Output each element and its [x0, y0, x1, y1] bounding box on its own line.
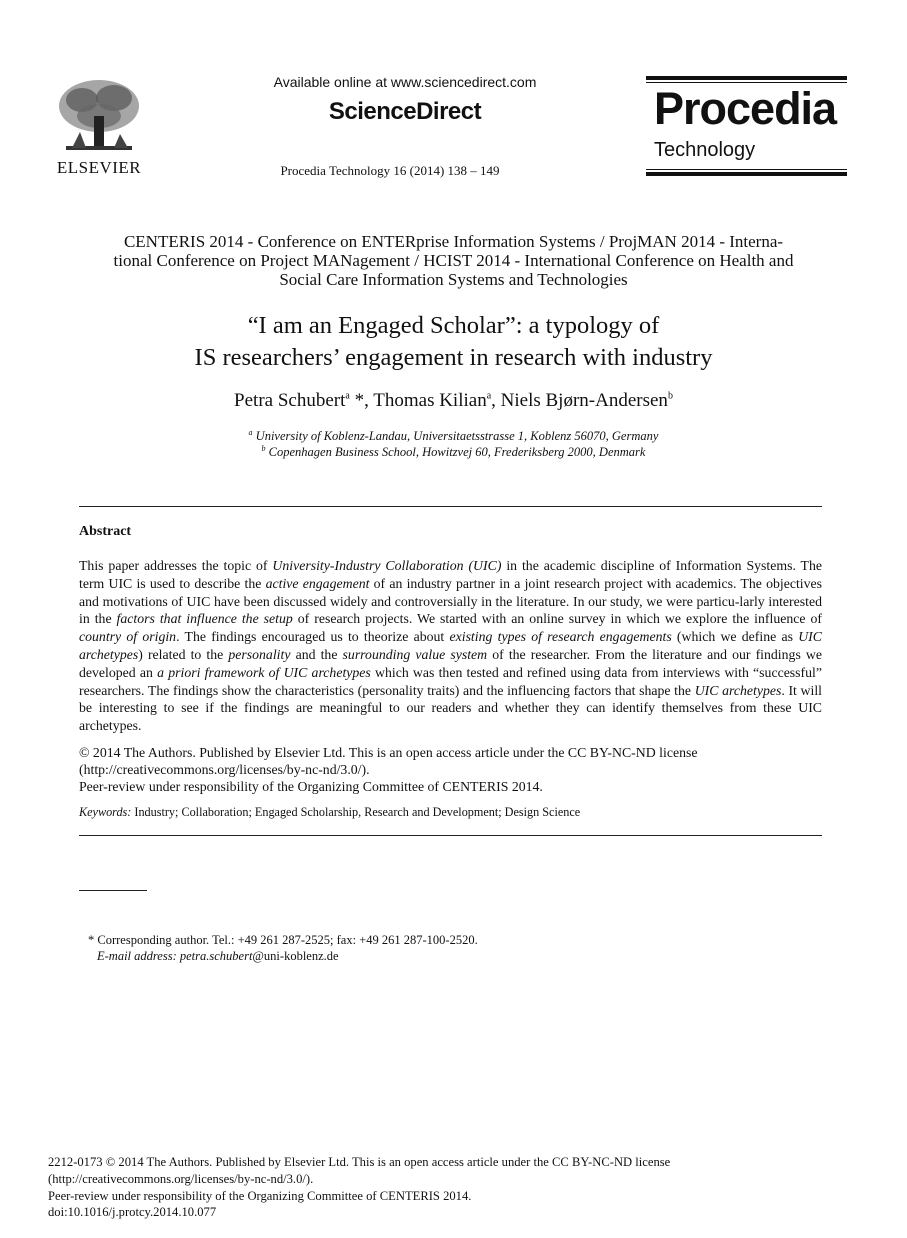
author-affiliation-mark: a [345, 390, 350, 402]
conference-line-3: Social Care Information Systems and Technologies [279, 270, 628, 289]
affiliation-b [90, 444, 817, 460]
abstract-emphasis: country of origin [79, 629, 177, 645]
abstract-text: . It will be interesting to see if the findings are meaningful to our readers and whether they can identify themselves from these UIC archetypes. [79, 682, 822, 734]
keywords-label: Keywords: [79, 805, 132, 819]
abstract-emphasis: active engagement [265, 575, 370, 591]
contact-line: * Corresponding author. Tel.: +49 261 287-2525; fax: +49 261 287-100-2520. [88, 933, 478, 947]
logo-bottom-thin-rule [646, 169, 847, 170]
abstract-text: ) related to the [138, 646, 229, 662]
author-separator: , [491, 390, 501, 411]
abstract-text: of an industry partner in a joint research project with academics. The objectives and motivations of UIC have been discussed widely and controversially in the literature. In our study, we were particu-larly interested in the [79, 575, 823, 627]
footnote-rule [79, 890, 147, 891]
abstract-emphasis: University-Industry Collaboration (UIC) [272, 558, 502, 573]
abstract-body [79, 557, 822, 735]
abstract-emphasis: UIC archetypes [79, 629, 822, 662]
author-affiliation-mark: a [486, 390, 492, 402]
email-domain[interactable]: @uni-koblenz.de [252, 949, 339, 963]
abstract-text: of research projects. We started with an online survey in which we explore the influence of [292, 611, 822, 627]
title-line-1: “I am an Engaged Scholar”: a typology of [247, 312, 660, 339]
affiliation-mark: b [261, 444, 266, 453]
abstract-emphasis: a priori framework of UIC archetypes [157, 664, 371, 680]
affiliation-a [90, 428, 817, 444]
abstract-emphasis: factors that influence the setup [116, 611, 293, 627]
logo-bottom-rule [646, 172, 847, 176]
journal-reference: Procedia Technology 16 (2014) 138 – 149 [280, 163, 500, 178]
abstract-text: (which we define as [671, 629, 799, 645]
affiliation-text: University of Koblenz-Landau, Universitaetsstrasse 1, Koblenz 56070, Germany [252, 429, 659, 444]
author-name: Petra Schubert [234, 390, 346, 411]
keywords-text: Industry; Collaboration; Engaged Scholarship, Research and Development; Design Science [131, 805, 581, 819]
keywords [79, 805, 822, 820]
conference-name [70, 232, 837, 289]
affiliation-mark: a [248, 428, 253, 437]
author-list [90, 390, 817, 412]
peer-review-line: Peer-review under responsibility of the Organizing Committee of CENTERIS 2014. [79, 779, 543, 794]
technology-word: Technology [654, 139, 756, 161]
abstract-text: which was then tested and refined using data from interviews with “successful” researchers. The findings show the characteristics (personality traits) and the influencing factors that shape the [79, 664, 822, 698]
abstract-bottom-rule [79, 835, 822, 836]
author-name: Niels Bjørn-Andersen [500, 390, 668, 411]
abstract-text: and the [290, 646, 343, 662]
paper-title [90, 310, 817, 374]
corresponding-author-footnote [88, 932, 478, 964]
email-label: E-mail address: petra.schubert [97, 949, 253, 963]
doi-link[interactable]: doi:10.1016/j.protcy.2014.10.077 [48, 1205, 217, 1220]
sciencedirect-logo-text: ScienceDirect [328, 98, 482, 125]
publisher-name: ELSEVIER [56, 158, 142, 177]
abstract-text: . The findings encouraged us to theorize about [176, 629, 450, 645]
footer-license-link[interactable]: (http://creativecommons.org/licenses/by-nc-nd/3.0/). [48, 1171, 314, 1186]
email-line [88, 948, 478, 964]
abstract-emphasis: personality [228, 646, 291, 662]
abstract-emphasis: existing types of research engagements [449, 629, 672, 645]
copyright-notice [79, 744, 822, 795]
abstract-heading: Abstract [79, 524, 132, 539]
conference-line-2: tional Conference on Project MANagement / HCIST 2014 - International Conference on Health and [113, 251, 794, 270]
abstract-emphasis: UIC archetypes [694, 682, 782, 698]
author-separator: *, [349, 390, 374, 411]
abstract-text: in the academic discipline of Information Systems. The term UIC is used to describe the [79, 558, 823, 591]
license-link[interactable]: (http://creativecommons.org/licenses/by-nc-nd/3.0/). [79, 762, 370, 777]
author-name: Thomas Kilian [373, 390, 487, 411]
affiliation-text: Copenhagen Business School, Howitzvej 60, Frederiksberg 2000, Denmark [265, 445, 646, 460]
conference-line-1: CENTERIS 2014 - Conference on ENTERprise Information Systems / ProjMAN 2014 - Interna- [123, 232, 784, 251]
abstract-top-rule [79, 506, 822, 507]
abstract-text: of the researcher. From the literature and our findings we developed an [79, 646, 822, 680]
procedia-logo [646, 76, 847, 176]
copyright-line: © 2014 The Authors. Published by Elsevier Ltd. This is an open access article under the CC BY-NC-ND license [79, 745, 698, 760]
page-footer [48, 1154, 670, 1221]
available-online-text: Available online at www.sciencedirect.com [273, 74, 537, 90]
procedia-word: Procedia [654, 83, 837, 134]
author-affiliation-mark: b [667, 390, 673, 402]
logo-top-rule [646, 76, 847, 80]
title-line-2: IS researchers’ engagement in research with industry [194, 344, 713, 371]
abstract-text: This paper addresses the topic of [79, 558, 273, 573]
issn-copyright-line: 2212-0173 © 2014 The Authors. Published by Elsevier Ltd. This is an open access article under the CC BY-NC-ND license [48, 1155, 671, 1169]
footer-peer-review: Peer-review under responsibility of the Organizing Committee of CENTERIS 2014. [48, 1188, 472, 1203]
abstract-emphasis: surrounding value system [342, 646, 488, 662]
